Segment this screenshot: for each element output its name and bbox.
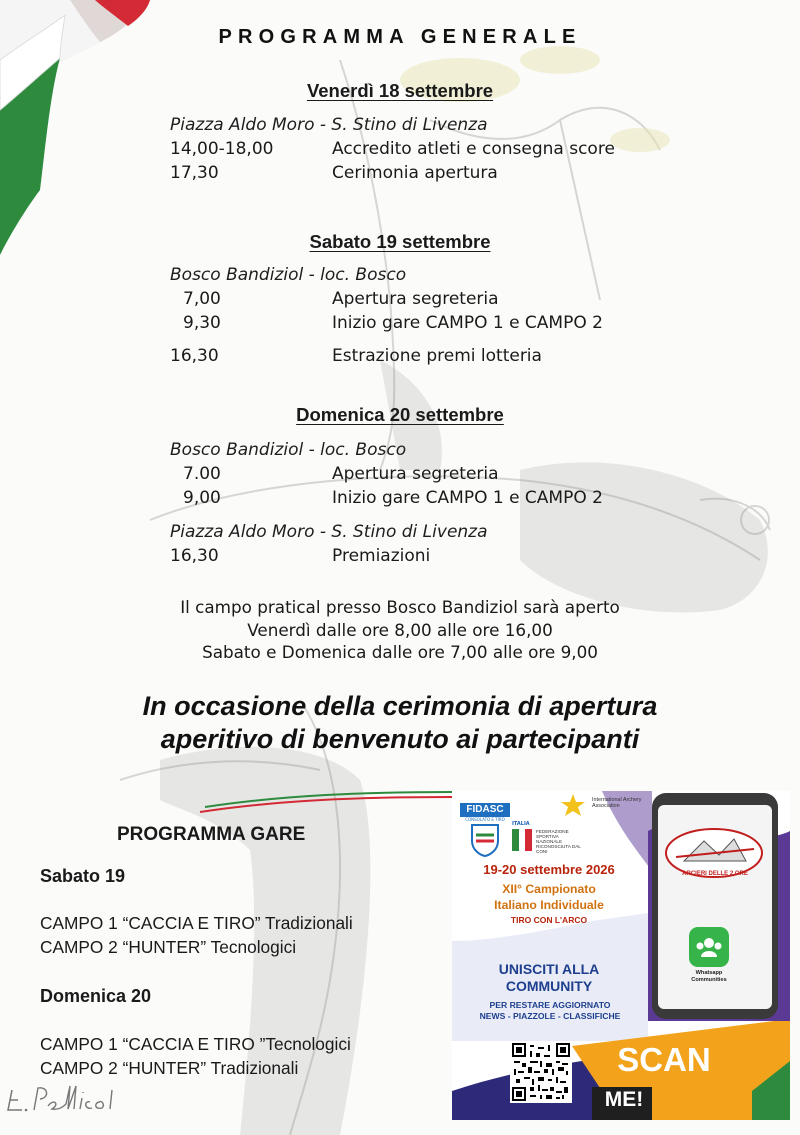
competition-field-line: CAMPO 1 “CACCIA E TIRO” Tradizionali [40,913,353,933]
day-heading-sunday: Domenica 20 settembre [296,404,504,425]
competition-program-title: PROGRAMMA GARE [117,824,306,845]
competition-day-saturday: Sabato 19 [40,866,126,886]
fidasc-label: FIDASC [460,803,510,817]
archery-star-icon [560,793,586,819]
stay-updated-text [452,1000,648,1022]
day-heading-saturday: Sabato 19 settembre [309,231,491,252]
schedule-desc: Accredito atleti e consegna score [332,139,615,159]
people-icon [689,927,729,967]
competition-field-line: CAMPO 1 “CACCIA E TIRO ”Tecnologici [40,1034,351,1054]
location-friday: Piazza Aldo Moro - S. Stino di Livenza [170,115,488,135]
championship-title [454,881,644,913]
schedule-time: 7,00 [183,289,221,309]
event-date: 19-20 settembre 2026 [483,862,615,877]
schedule-time: 16,30 [170,546,219,566]
location-saturday: Bosco Bandiziol - loc. Bosco [170,265,407,285]
schedule-desc: Inizio gare CAMPO 1 e CAMPO 2 [332,488,603,508]
highlight-line: aperitivo di benvenuto ai partecipanti [160,724,640,754]
schedule-desc: Estrazione premi lotteria [332,346,542,366]
schedule-desc: Inizio gare CAMPO 1 e CAMPO 2 [332,313,603,333]
championship-line: XII° Campionato [502,882,596,896]
fidasc-logo [460,803,510,861]
schedule-time: 9,30 [183,313,221,333]
whatsapp-label [672,970,746,983]
qr-code-icon [512,1043,570,1101]
iaa-text: International Archery Association [592,797,642,809]
competition-field-line: CAMPO 2 “HUNTER” Tecnologici [40,937,297,957]
stay-line: NEWS - PIAZZOLE - CLASSIFICHE [479,1011,621,1021]
schedule-desc: Premiazioni [332,546,431,566]
whatsapp-line: Communities [691,976,727,983]
schedule-desc: Apertura segreteria [332,464,499,484]
fidasc-sub: CONSOLATO E TIRO [465,817,505,822]
scan-label: SCAN [617,1041,711,1078]
schedule-time: 14,00-18,00 [170,139,274,159]
schedule-desc: Cerimonia apertura [332,163,498,183]
competition-field-line: CAMPO 2 “HUNTER” Tradizionali [40,1058,299,1078]
artist-signature [4,1080,154,1120]
page-title: PROGRAMMA GENERALE [218,26,582,48]
note-line: Sabato e Domenica dalle ore 7,00 alle ore 9,00 [202,642,598,662]
shield-icon [470,823,500,857]
whatsapp-communities-icon[interactable] [689,927,729,967]
day-heading-friday: Venerdì 18 settembre [306,80,494,101]
whatsapp-line: Whatsapp [695,970,723,976]
join-line: COMMUNITY [505,978,593,994]
location-sunday-2: Piazza Aldo Moro - S. Stino di Livenza [170,522,488,542]
schedule-desc: Apertura segreteria [332,289,499,309]
schedule-time: 7.00 [183,464,221,484]
join-community-text [454,961,644,995]
location-sunday-1: Bosco Bandiziol - loc. Bosco [170,440,407,460]
me-label: ME! [604,1088,644,1111]
discipline-label: TIRO CON L'ARCO [510,915,588,925]
highlight-line: In occasione della cerimonia di apertura [142,691,658,721]
practice-field-note [0,596,800,664]
note-line: Venerdì dalle ore 8,00 alle ore 16,00 [247,619,553,640]
schedule-time: 9,00 [183,488,221,508]
championship-line: Italiano Individuale [494,898,604,912]
schedule-time: 16,30 [170,346,219,366]
stay-line: PER RESTARE AGGIORNATO [489,1000,611,1010]
competition-day-sunday: Domenica 20 [40,986,152,1006]
qr-code[interactable] [510,1041,572,1103]
note-line: Il campo pratical presso Bosco Bandiziol sarà aperto [180,597,620,617]
schedule-time: 17,30 [170,163,219,183]
welcome-aperitif-notice [0,690,800,756]
italia-label: ITALIA [512,821,530,827]
italia-flag-icon [512,829,532,851]
federation-text: FEDERAZIONE SPORTIVA NAZIONALE RICONOSCIUTA DAL CONI [536,829,581,854]
club-name: ARCIERI DELLE 2 ORE [682,871,748,877]
join-line: UNISCITI ALLA [498,961,600,977]
community-poster [452,791,790,1120]
